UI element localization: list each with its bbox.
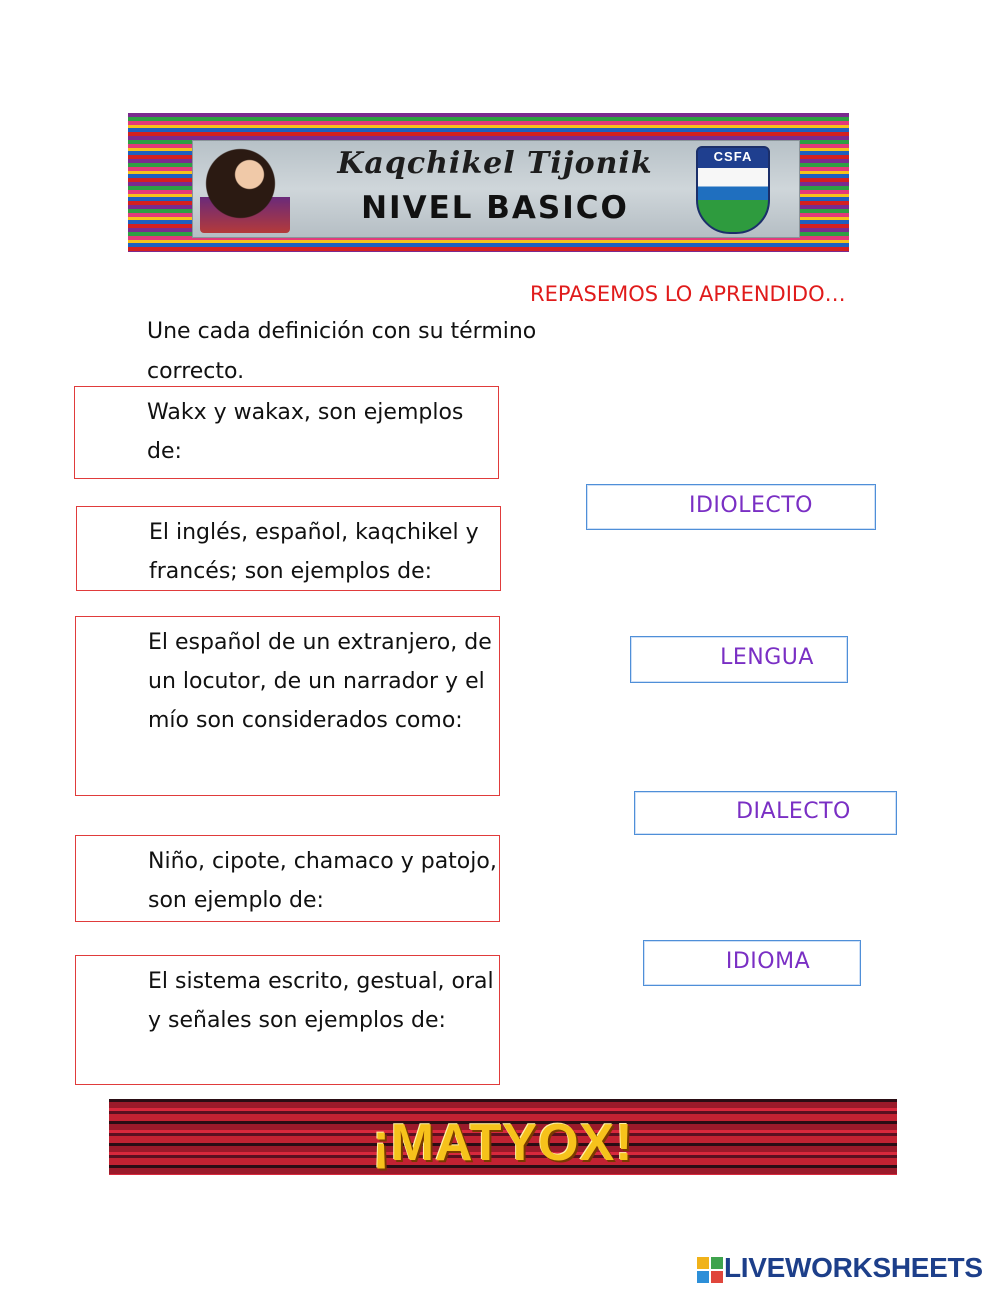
definition-text: Niño, cipote, chamaco y patojo, son ejemplo de:: [148, 849, 497, 913]
definition-text: Wakx y wakax, son ejemplos de:: [147, 400, 464, 464]
school-logo-text: CSFA: [713, 149, 753, 164]
term-label: IDIOMA: [725, 949, 811, 974]
watermark-text: LIVEWORKSHEETS: [724, 1252, 983, 1283]
term-label: DIALECTO: [736, 799, 851, 824]
section-title: REPASEMOS LO APRENDIDO…: [530, 282, 846, 306]
definition-box-5[interactable]: [75, 955, 500, 1085]
instructions: Une cada definición con su término correcto.: [147, 319, 537, 384]
liveworksheets-logo-icon: [697, 1257, 723, 1283]
definition-box-2[interactable]: [76, 506, 501, 591]
definition-text: El sistema escrito, gestual, oral y señales son ejemplos de:: [148, 969, 494, 1033]
term-box-dialecto[interactable]: [634, 791, 897, 835]
definition-box-3[interactable]: [75, 616, 500, 796]
definition-text: El inglés, español, kaqchikel y francés; son ejemplos de:: [149, 520, 479, 584]
term-label: LENGUA: [720, 645, 814, 670]
term-label: IDIOLECTO: [688, 493, 813, 518]
definition-box-1[interactable]: [74, 386, 499, 479]
term-box-idiolecto[interactable]: [586, 484, 876, 530]
definition-text: El español de un extranjero, de un locutor, de un narrador y el mío son considerados como:: [148, 630, 492, 733]
header-subtitle: NIVEL BASICO: [361, 190, 629, 226]
term-box-lengua[interactable]: [630, 636, 848, 683]
woman-illustration-icon: [200, 143, 290, 233]
definition-box-4[interactable]: [75, 835, 500, 922]
term-box-idioma[interactable]: [643, 940, 861, 986]
footer-thanks-text: ¡MATYOX!: [372, 1114, 634, 1172]
header-title: Kaqchikel Tijonik: [337, 146, 653, 181]
